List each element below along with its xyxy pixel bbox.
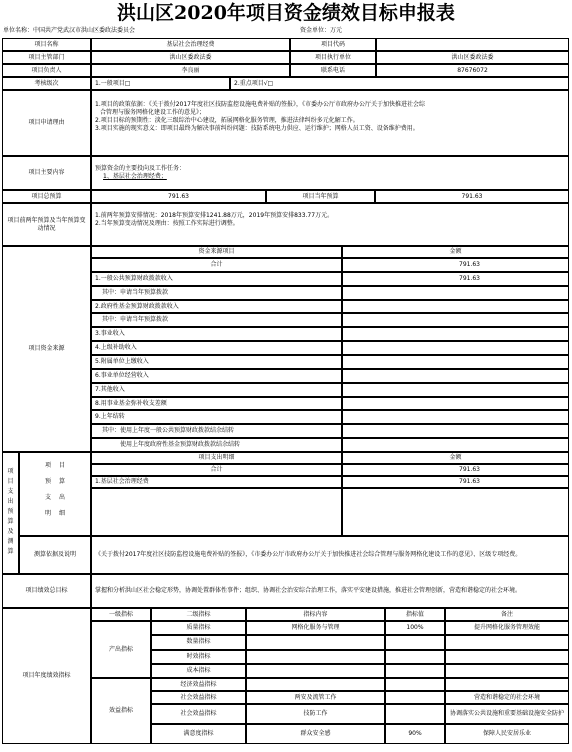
funding-label: 项目资金来源: [2, 246, 91, 452]
current-budget-value: 791.63: [375, 190, 569, 203]
indicator-note-cell: [445, 650, 569, 664]
funding-source-cell: 9.上年结转: [91, 410, 342, 424]
indicator-note-cell: [445, 635, 569, 649]
funding-source-cell: 7.其他收入: [91, 383, 342, 397]
content-line-1: 预算资金的主要投向及工作任务：: [95, 165, 186, 172]
expend-empty-detail: [91, 488, 342, 536]
expend-outer-char: 预: [7, 508, 14, 515]
expend-inner-char: 目: [58, 462, 65, 469]
indicator-level2-cell: 社会效益指标: [151, 691, 246, 704]
basis-line-3: 2.项目目标的预期性：淡化三级综治中心建设，拓展网格化服务管理，推进法律纠纷多元化解工作。: [95, 117, 359, 124]
indicator-level2-cell: 质量指标: [151, 621, 246, 635]
funding-amount-cell: [342, 355, 569, 369]
indicator-value-cell: [385, 678, 445, 691]
competent-dept-value: 洪山区委政法委: [91, 51, 290, 64]
indicator-content-cell: [246, 664, 385, 678]
basis-line-2: 合管理与服务网格化建设工作的意见》；: [100, 109, 206, 116]
level-general-option[interactable]: 1.一般项目□: [91, 77, 230, 90]
funding-source-cell: 合计: [91, 258, 342, 272]
funding-source-cell: 5.附属单位上缴收入: [91, 355, 342, 369]
indicator-level2-cell: 社会效益指标: [151, 704, 246, 724]
indicator-content-cell: 群众安全感: [246, 724, 385, 744]
basis-text: [91, 90, 569, 156]
indicator-value-cell: [385, 704, 445, 724]
project-code-label: 项目代码: [290, 38, 376, 51]
indicator-content-cell: [246, 678, 385, 691]
indicator-note-cell: 营造和谐稳定的社会环境: [445, 691, 569, 704]
exec-unit-value: 洪山区委政法委: [376, 51, 569, 64]
expend-inner-char: 项: [44, 462, 51, 469]
expend-amount-cell: 791.63: [342, 464, 569, 476]
expend-basis-label: 测算依据及说明: [19, 536, 91, 574]
expend-outer-char: 支: [7, 488, 14, 495]
funding-source-cell: 其中：申请当年预算拨款: [91, 286, 342, 300]
expend-amount-header: 金额: [342, 452, 569, 464]
indicator-level2-cell: 数量指标: [151, 635, 246, 649]
expend-outer-label: [2, 452, 19, 574]
expend-outer-char: 测: [7, 538, 14, 545]
indicator-level2-cell: 成本指标: [151, 664, 246, 678]
funding-amount-cell: [342, 410, 569, 424]
expend-detail-cell: 1.基层社会治理经费: [91, 476, 342, 488]
funding-amount-cell: [342, 286, 569, 300]
indicator-value-cell: [385, 650, 445, 664]
indicator-note-cell: [445, 678, 569, 691]
indicator-note-cell: 协调落实公共设施和重要基础设施安全防护: [445, 704, 569, 724]
expend-detail-cell: 合计: [91, 464, 342, 476]
indicator-h4: 指标值: [385, 608, 445, 621]
leader-value: 李良丽: [91, 64, 290, 77]
indicator-level2-cell: 经济效益指标: [151, 678, 246, 691]
goal-label: 项目绩效总目标: [2, 574, 91, 608]
expend-inner-char: 明: [44, 510, 51, 517]
funding-source-cell: 1.一般公共预算财政拨款收入: [91, 272, 342, 286]
expend-inner-char: 出: [58, 494, 65, 501]
indicator-note-cell: [445, 664, 569, 678]
funding-amount-cell: [342, 424, 569, 438]
history-line-1: 1.前两年预算安排情况：2018年预算安排1241.88万元，2019年预算安排833.77万元。: [95, 212, 334, 219]
total-budget-label: 项目总预算: [2, 190, 91, 203]
funding-source-cell: 8.用事业基金弥补收支差额: [91, 397, 342, 411]
indicator-h1: 一级指标: [91, 608, 151, 621]
history-label: 项目前两年预算及当年预算变动情况: [2, 203, 91, 246]
funding-amount-cell: [342, 383, 569, 397]
history-text: [91, 203, 569, 246]
expend-outer-char: 目: [7, 478, 14, 485]
funding-amount-cell: 791.63: [342, 272, 569, 286]
funding-amount-header: 金额: [342, 246, 569, 258]
expend-inner-char: 细: [58, 510, 65, 517]
funding-amount-cell: [342, 313, 569, 327]
expend-basis-text: 《关于拨付2017年度社区技防监控设施电费补贴的签报》，《市委办公厅市政府办公厅关于加快推进社会综合管理与服务网格化建设工作的意见》、区级专项经费。: [91, 536, 569, 574]
content-line-2: 1、基层社会治理经费；: [103, 173, 167, 180]
indicator-level2-cell: 时效指标: [151, 650, 246, 664]
funding-amount-cell: [342, 397, 569, 411]
content-text: [91, 156, 569, 190]
indicator-h2: 二级指标: [151, 608, 246, 621]
basis-label: 项目申请理由: [2, 90, 91, 156]
content-label: 项目主要内容: [2, 156, 91, 190]
funding-source-cell: 3.事业收入: [91, 327, 342, 341]
phone-value: 87676072: [376, 64, 569, 77]
leader-label: 项目负责人: [2, 64, 91, 77]
benefit-indicator-label: 效益指标: [91, 678, 151, 744]
expend-inner-char: 支: [44, 494, 51, 501]
output-indicator-label: 产出指标: [91, 621, 151, 678]
funding-amount-cell: [342, 300, 569, 314]
basis-line-4: 3.项目实施的现实意义：即项目最终为解决事前纠纷问题：技防系统电力供应、运行维护；网格人员工资、设备维护费用。: [95, 125, 419, 132]
current-budget-label: 项目当年预算: [266, 190, 375, 203]
funding-source-cell: 其中：申请当年预算拨款: [91, 313, 342, 327]
indicator-note-cell: 提升网格化服务管理效能: [445, 621, 569, 635]
funding-source-cell: 6.事业单位经营收入: [91, 369, 342, 383]
funding-amount-cell: 791.63: [342, 258, 569, 272]
indicator-value-cell: 90%: [385, 724, 445, 744]
funding-source-header: 资金来源项目: [91, 246, 342, 258]
phone-label: 联系电话: [290, 64, 376, 77]
expend-outer-char: 及: [7, 528, 14, 535]
expend-outer-char: 算: [7, 548, 14, 555]
expend-inner-char: 预: [44, 478, 51, 485]
level-key-option[interactable]: 2.重点项目√□: [230, 77, 569, 90]
indicator-value-cell: 100%: [385, 621, 445, 635]
project-code-value: [376, 38, 569, 51]
indicator-value-cell: [385, 635, 445, 649]
expend-amount-cell: 791.63: [342, 476, 569, 488]
indicator-content-cell: 技防工作: [246, 704, 385, 724]
form-title: 洪山区2020年项目资金绩效目标申报表: [117, 2, 455, 24]
expend-outer-char: 出: [7, 498, 14, 505]
indicator-content-cell: [246, 635, 385, 649]
funding-source-cell: 2.政府性基金预算财政拨款收入: [91, 300, 342, 314]
project-name-value: 基层社会治理经费: [91, 38, 290, 51]
indicator-value-cell: [385, 664, 445, 678]
indicator-level2-cell: 满意度指标: [151, 724, 246, 744]
total-budget-value: 791.63: [91, 190, 266, 203]
expend-empty-amount: [342, 488, 569, 536]
indicator-content-cell: 网格化服务与管理: [246, 621, 385, 635]
exec-unit-label: 项目执行单位: [290, 51, 376, 64]
funding-source-cell: 4.上级补助收入: [91, 341, 342, 355]
funding-amount-cell: [342, 341, 569, 355]
history-line-2: 2.当年预算变动情况及理由：按照工作实际进行调整。: [95, 220, 239, 227]
funding-amount-cell: [342, 438, 569, 452]
funding-source-cell: 其中：使用上年度一般公共预算财政拨款结余结转: [91, 424, 342, 438]
indicator-value-cell: [385, 691, 445, 704]
project-name-label: 项目名称: [2, 38, 91, 51]
unit-name: 单位名称：中国共产党武汉市洪山区委政法委员会: [3, 27, 136, 34]
expend-inner-label: [19, 452, 91, 536]
basis-line-1: 1.项目的政策依据：《关于拨付2017年度社区技防监控设施电费补贴的签报》，《市委办公厅市政府办公厅关于加快推进社会综: [95, 101, 425, 108]
funding-amount-cell: [342, 327, 569, 341]
expend-inner-char: 算: [58, 478, 65, 485]
expend-outer-char: 项: [7, 468, 14, 475]
expend-outer-char: 算: [7, 518, 14, 525]
indicator-h5: 备注: [445, 608, 569, 621]
indicator-note-cell: 保障人民安居乐业: [445, 724, 569, 744]
indicators-label: 项目年度绩效指标: [2, 608, 91, 744]
indicator-content-cell: [246, 650, 385, 664]
funding-source-cell: 使用上年度政府性基金预算财政拨款结余结转: [91, 438, 342, 452]
expend-detail-header: 项目支出明细: [91, 452, 342, 464]
competent-dept-label: 项目主管部门: [2, 51, 91, 64]
indicator-content-cell: 两安及流管工作: [246, 691, 385, 704]
level-label: 考核级次: [2, 77, 91, 90]
goal-text: 掌握和分析洪山区社会稳定形势，协调处置群体性事件；组织、协调社会治安综合治理工作，落实平安建设措施，推进社会管理创新，营造和谐稳定的社会环境。: [91, 574, 569, 608]
indicator-h3: 指标内容: [246, 608, 385, 621]
funding-amount-cell: [342, 369, 569, 383]
money-unit: 资金单位：万元: [300, 27, 343, 34]
